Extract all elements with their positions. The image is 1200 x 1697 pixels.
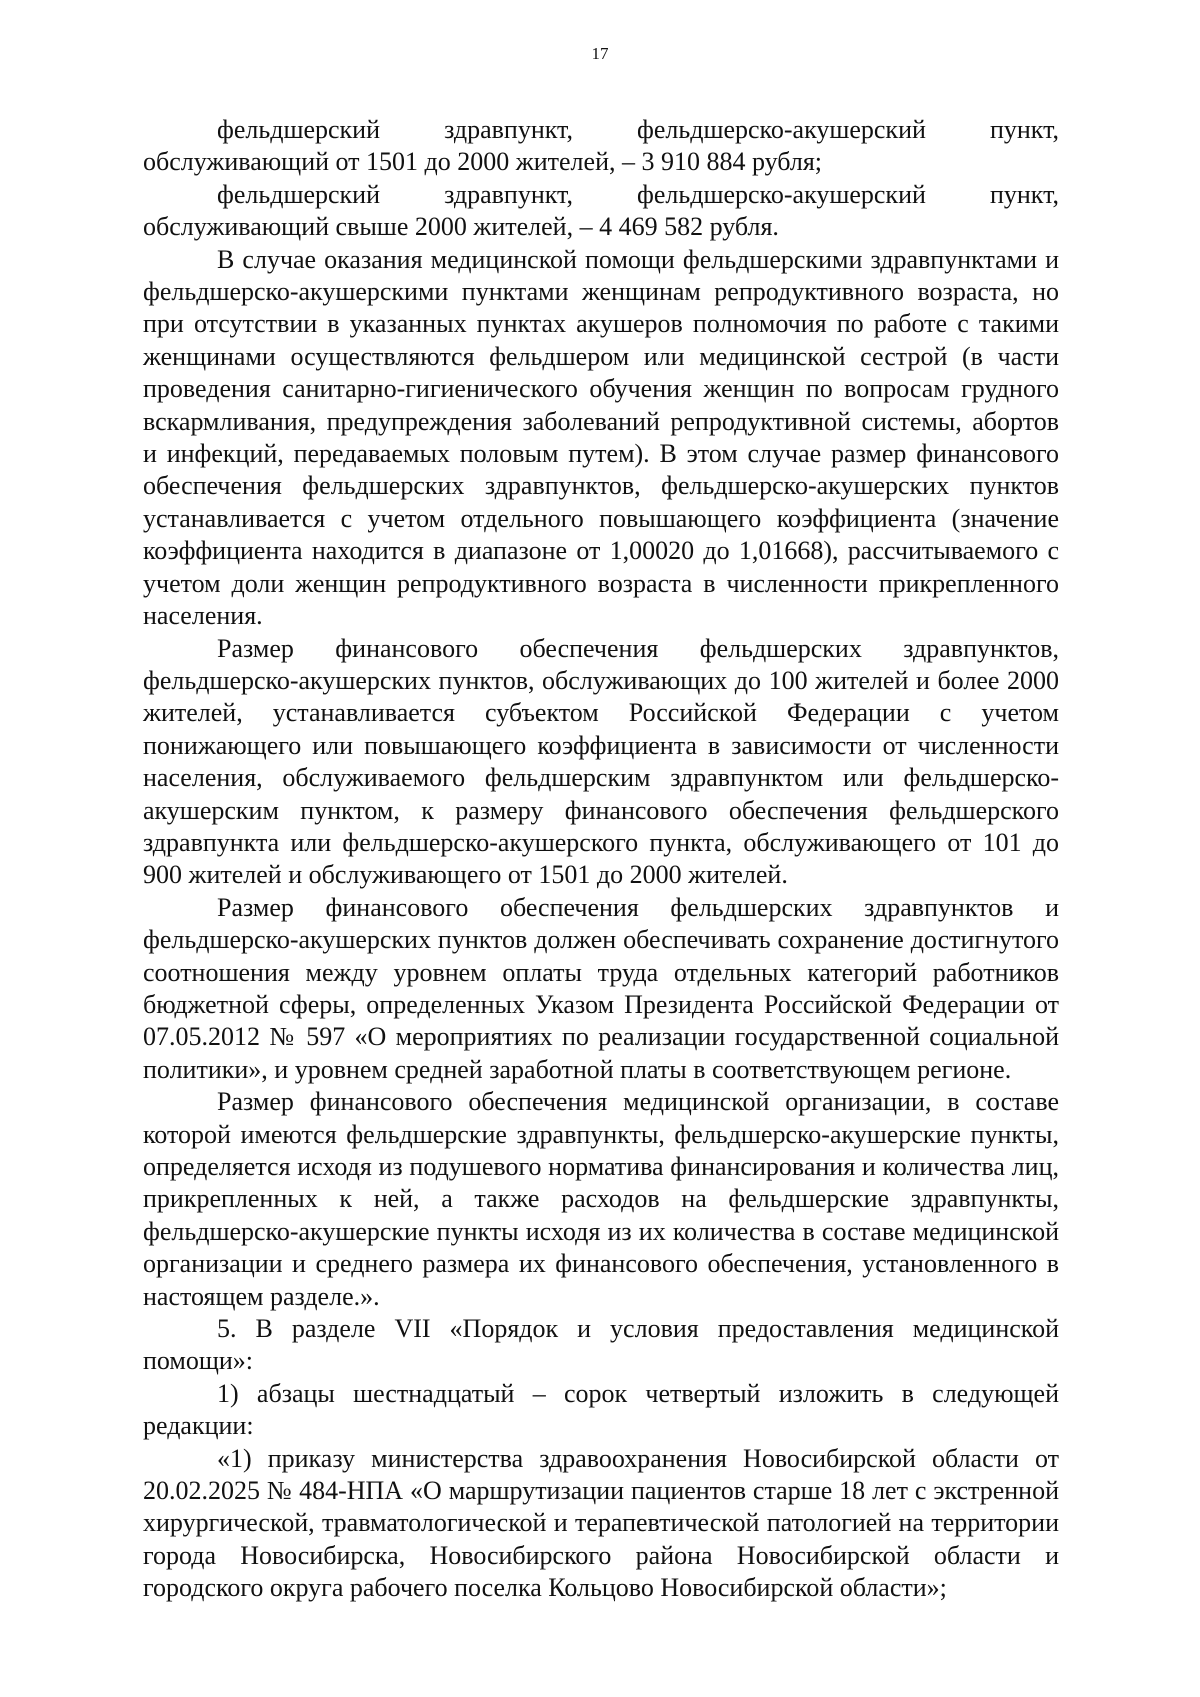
paragraph-1: фельдшерский здравпункт, фельдшерско-акушерский пункт, обслуживающий от 1501 до 2000 жителей, – 3 910 884 рубля; bbox=[143, 115, 1059, 177]
document-body bbox=[143, 114, 1059, 1605]
paragraph-9: «1) приказу министерства здравоохранения Новосибирской области от 20.02.2025 № 484-НПА «О маршрутизации пациентов старше 18 лет с экстренной хирургической, травматологической и терапевтической патологией на территории города Новосибирска, Новосибирского района Новосибирской области и городского округа рабочего поселка Кольцово Новосибирской области»; bbox=[143, 1443, 1059, 1603]
paragraph-4: Размер финансового обеспечения фельдшерских здравпунктов, фельдшерско-акушерских пунктов, обслуживающих до 100 жителей и более 2000 жителей, устанавливается субъектом Российской Федерации с учетом понижающего или повышающего коэффициента в зависимости от численности населения, обслуживаемого фельдшерским здравпунктом или фельдшерско-акушерским пунктом, к размеру финансового обеспечения фельдшерского здравпункта или фельдшерско-акушерского пункта, обслуживающего от 101 до 900 жителей и обслуживающего от 1501 до 2000 жителей. bbox=[143, 633, 1059, 890]
paragraph-7: 5. В разделе VII «Порядок и условия предоставления медицинской помощи»: bbox=[143, 1314, 1059, 1376]
paragraph-5: Размер финансового обеспечения фельдшерских здравпунктов и фельдшерско-акушерских пунктов должен обеспечивать сохранение достигнутого соотношения между уровнем оплаты труда отдельных категорий работников бюджетной сферы, определенных Указом Президента Российской Федерации от 07.05.2012 № 597 «О мероприятиях по реализации государственной социальной политики», и уровнем средней заработной платы в соответствующем регионе. bbox=[143, 892, 1059, 1084]
paragraph-8: 1) абзацы шестнадцатый – сорок четвертый изложить в следующей редакции: bbox=[143, 1378, 1059, 1441]
paragraph-6: Размер финансового обеспечения медицинской организации, в составе которой имеются фельдшерские здравпункты, фельдшерско-акушерские пункты, определяется исходя из подушевого норматива финансирования и количества лиц, прикрепленных к ней, а также расходов на фельдшерские здравпункты, фельдшерско-акушерские пункты исходя из их количества в составе медицинской организации и среднего размера их финансового обеспечения, установленного в настоящем разделе.». bbox=[143, 1087, 1059, 1311]
paragraph-2: фельдшерский здравпункт, фельдшерско-акушерский пункт, обслуживающий свыше 2000 жителей, – 4 469 582 рубля. bbox=[143, 179, 1059, 242]
page-number: 17 bbox=[591, 44, 609, 63]
paragraph-3: В случае оказания медицинской помощи фельдшерскими здравпунктами и фельдшерско-акушерскими пунктами женщинам репродуктивного возраста, но при отсутствии в указанных пунктах акушеров полномочия по работе с такими женщинами осуществляются фельдшером или медицинской сестрой (в части проведения санитарно-гигиенического обучения женщин по вопросам грудного вскармливания, предупреждения заболеваний репродуктивной системы, абортов и инфекций, передаваемых половым путем). В этом случае размер финансового обеспечения фельдшерских здравпунктов, фельдшерско-акушерских пунктов устанавливается с учетом отдельного повышающего коэффициента (значение коэффициента находится в диапазоне от 1,00020 до 1,01668), рассчитываемого с учетом доли женщин репродуктивного возраста в численности прикрепленного населения. bbox=[143, 244, 1059, 631]
